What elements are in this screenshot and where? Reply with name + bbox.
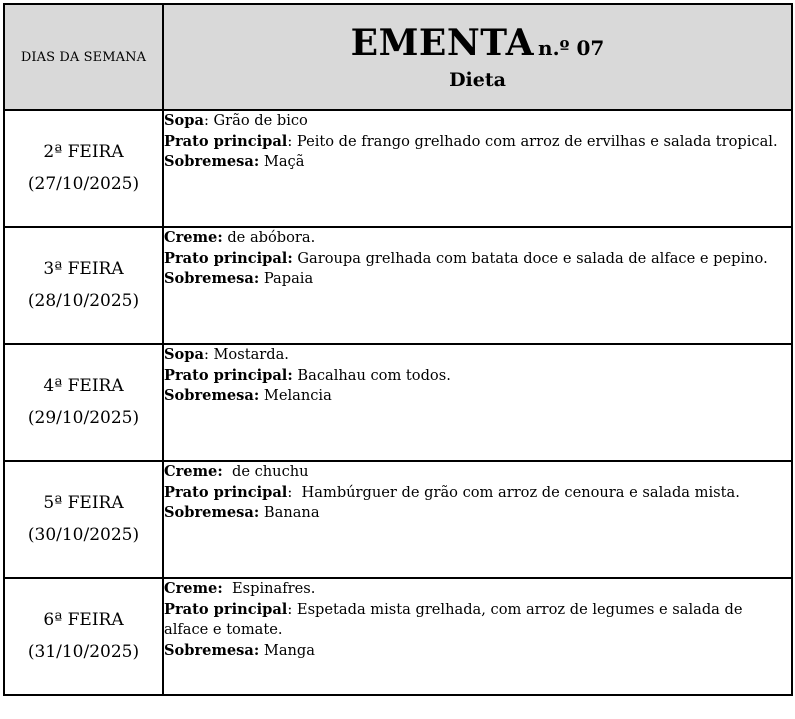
meal-text: de abóbora. — [222, 229, 316, 246]
day-cell — [4, 227, 163, 344]
meal-label: Sopa — [164, 346, 204, 363]
meal-label: Prato principal: — [164, 249, 293, 267]
days-column-header: DIAS DA SEMANA — [4, 4, 163, 110]
meal-label: Creme: — [164, 463, 223, 480]
meal-label: Sobremesa: — [164, 387, 260, 404]
soup-line — [164, 345, 791, 366]
meal-text: Banana — [259, 504, 320, 521]
day-row — [4, 227, 792, 344]
main-dish-line — [164, 483, 791, 504]
meal-text: Bacalhau com todos. — [292, 366, 451, 384]
day-name: 2ª FEIRA — [43, 142, 124, 163]
meal-label: Prato principal — [164, 132, 288, 150]
soup-line — [164, 111, 791, 132]
day-date: (30/10/2025) — [27, 524, 140, 545]
menu-number: n.º 07 — [538, 36, 605, 60]
dessert-line — [164, 152, 791, 173]
meal-label: Creme: — [164, 580, 223, 597]
day-name: 4ª FEIRA — [43, 376, 124, 397]
meal-label: Prato principal: — [164, 366, 293, 384]
meal-cell — [163, 578, 792, 695]
soup-line — [164, 579, 791, 600]
day-date: (27/10/2025) — [27, 173, 140, 194]
menu-table — [3, 3, 793, 696]
day-date: (31/10/2025) — [27, 641, 140, 662]
day-cell — [4, 578, 163, 695]
soup-line — [164, 462, 791, 483]
meal-cell — [163, 461, 792, 578]
day-date: (28/10/2025) — [27, 290, 140, 311]
meal-text: Manga — [259, 641, 315, 659]
meal-cell — [163, 227, 792, 344]
dessert-line — [164, 641, 791, 662]
dessert-line — [164, 386, 791, 407]
meal-text: : Hambúrguer de grão com arroz de cenoura e salada mista. — [287, 483, 740, 501]
menu-title-cell — [163, 4, 792, 110]
header-row — [4, 4, 792, 110]
day-row — [4, 110, 792, 227]
meal-cell — [163, 110, 792, 227]
meal-text: Espinafres. — [222, 580, 316, 597]
dessert-line — [164, 269, 791, 290]
meal-text: : Espetada mista grelhada, com arroz de legumes e salada de alface e tomate. — [164, 600, 743, 638]
meal-text: : Peito de frango grelhado com arroz de ervilhas e salada tropical. — [287, 132, 778, 150]
meal-text: de chuchu — [222, 463, 309, 480]
meal-label: Sobremesa: — [164, 504, 260, 521]
meal-text: Melancia — [259, 387, 332, 404]
day-cell — [4, 110, 163, 227]
day-row — [4, 344, 792, 461]
day-cell — [4, 344, 163, 461]
day-name: 5ª FEIRA — [43, 493, 124, 514]
meal-label: Prato principal — [164, 600, 288, 618]
meal-text: Maçã — [259, 153, 305, 170]
meal-text: Garoupa grelhada com batata doce e salada de alface e pepino. — [292, 249, 768, 267]
meal-label: Sobremesa: — [164, 153, 260, 170]
meal-label: Sobremesa: — [164, 270, 260, 287]
menu-title-text: EMENTA — [350, 22, 535, 64]
day-name: 3ª FEIRA — [43, 259, 124, 280]
meal-label: Creme: — [164, 229, 223, 246]
meal-cell — [163, 344, 792, 461]
dessert-line — [164, 503, 791, 524]
main-dish-line — [164, 249, 791, 270]
main-dish-line — [164, 132, 791, 153]
meal-text: : Mostarda. — [203, 346, 289, 363]
meal-text: Papaia — [259, 270, 314, 287]
main-dish-line — [164, 600, 791, 641]
meal-text: : Grão de bico — [203, 112, 308, 129]
meal-label: Sopa — [164, 112, 204, 129]
day-cell — [4, 461, 163, 578]
soup-line — [164, 228, 791, 249]
day-row — [4, 578, 792, 695]
menu-title — [164, 22, 791, 64]
menu-subtitle: Dieta — [449, 69, 506, 91]
main-dish-line — [164, 366, 791, 387]
day-date: (29/10/2025) — [27, 407, 140, 428]
meal-label: Sobremesa: — [164, 641, 260, 659]
day-name: 6ª FEIRA — [43, 610, 124, 631]
day-row — [4, 461, 792, 578]
meal-label: Prato principal — [164, 483, 288, 501]
